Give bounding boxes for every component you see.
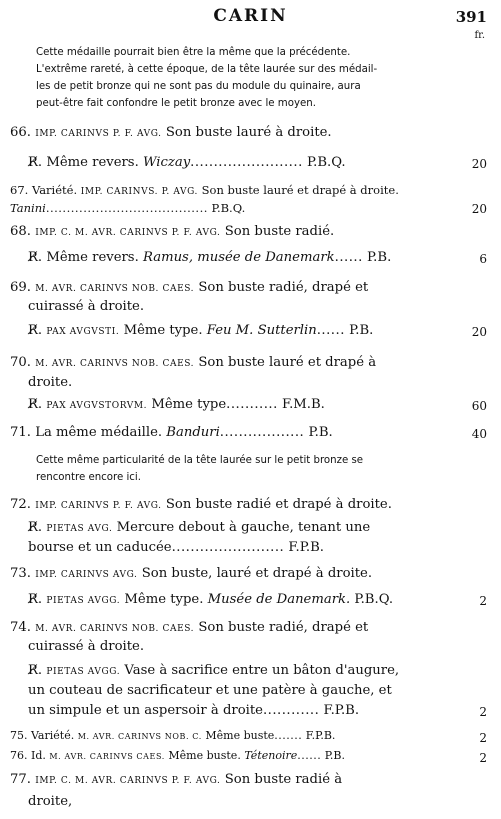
size-code: F.P.B. bbox=[288, 540, 324, 555]
editorial-note bbox=[36, 44, 456, 112]
value-unit-label: fr. bbox=[474, 30, 485, 41]
continuation: droite, bbox=[28, 794, 73, 809]
source: Feu M. Sutterlin bbox=[206, 323, 317, 338]
size-code: F.P.B. bbox=[305, 729, 336, 742]
size-code: P.B.Q. bbox=[306, 155, 346, 170]
obverse-description: Son buste radié, drapé et bbox=[198, 620, 369, 635]
obverse-legend: IMP. C. M. AVR. CARINVS P. F. AVG. bbox=[35, 776, 221, 786]
reverse-line: R̸. Même revers. Ramus, musée de Danemark...... P.B. bbox=[28, 250, 392, 265]
continuation: un couteau de sacrificateur et une patère à gauche, et bbox=[28, 683, 392, 698]
obverse-legend: IMP. CARINVS. P. AVG. bbox=[80, 187, 198, 197]
reverse-symbol: R̸. bbox=[28, 520, 43, 535]
entry-number: 71. bbox=[10, 425, 31, 440]
reverse-line: R̸. PIETAS AVGG. Même type. Musée de Danemark. P.B.Q. bbox=[28, 592, 394, 607]
continuation: cuirassé à droite. bbox=[28, 639, 145, 654]
entry-number: 73. bbox=[10, 566, 31, 581]
obverse-legend: IMP. CARINVS AVG. bbox=[35, 570, 138, 580]
source: Banduri bbox=[166, 425, 220, 440]
value: 40 bbox=[471, 427, 487, 441]
obverse-legend: IMP. C. M. AVR. CARINVS P. F. AVG. bbox=[35, 228, 221, 238]
dot-leader: ...... bbox=[297, 749, 322, 762]
entry-77 bbox=[10, 772, 342, 787]
note-line: L'extrême rareté, à cette époque, de la tête laurée sur des médail- bbox=[36, 64, 378, 75]
entry-67-source bbox=[10, 201, 245, 215]
continuation: bourse et un caducée........................ F.P.B. bbox=[28, 540, 324, 555]
obverse-legend: M. AVR. CARINVS NOB. CAES. bbox=[35, 624, 195, 634]
continuation: cuirassé à droite. bbox=[28, 299, 145, 314]
value: 2 bbox=[479, 705, 487, 719]
obverse-legend: M. AVR. CARINVS CAES. bbox=[49, 752, 165, 761]
value: 20 bbox=[471, 325, 487, 339]
value: 2 bbox=[479, 594, 487, 608]
value: 20 bbox=[471, 202, 487, 216]
reverse-symbol: R̸. bbox=[28, 155, 43, 170]
entry-75: 75. Variété. M. AVR. CARINVS NOB. C. Même buste....... F.P.B. bbox=[10, 729, 336, 742]
reverse-line: R̸. PAX AVGVSTI. Même type. Feu M. Sutterlin...... P.B. bbox=[28, 323, 374, 338]
entry-69 bbox=[10, 280, 368, 295]
entry-74 bbox=[10, 620, 368, 635]
value: 60 bbox=[471, 399, 487, 413]
obverse-description: Son buste radié à bbox=[224, 772, 343, 787]
reverse-legend: PIETAS AVGG. bbox=[46, 596, 121, 606]
size-code: P.B.Q. bbox=[354, 592, 394, 607]
reverse-symbol: R̸. bbox=[28, 592, 43, 607]
reverse-line: R̸. Même revers. Wiczay........................ P.B.Q. bbox=[28, 155, 346, 170]
dot-leader: ....................................... bbox=[45, 201, 208, 215]
continuation: un simpule et un aspersoir à droite............ F.P.B. bbox=[28, 703, 360, 718]
value: 2 bbox=[479, 731, 487, 745]
reverse-legend: PAX AVGVSTORVM. bbox=[46, 401, 148, 411]
editorial-note bbox=[36, 452, 466, 486]
entry-70 bbox=[10, 355, 376, 370]
entry-number: 69. bbox=[10, 280, 31, 295]
entry-66 bbox=[10, 125, 332, 140]
entry-67: 67. Variété. IMP. CARINVS. P. AVG. Son buste lauré et drapé à droite. bbox=[10, 183, 399, 197]
size-code: F.P.B. bbox=[323, 703, 360, 718]
dot-leader: ........................ bbox=[171, 540, 285, 555]
entry-number: 75. bbox=[10, 729, 28, 742]
obverse-description: Son buste radié. bbox=[224, 224, 335, 239]
reverse-symbol: R̸. bbox=[28, 663, 43, 678]
reverse-symbol: R̸. bbox=[28, 250, 43, 265]
size-code: P.B. bbox=[308, 425, 333, 440]
entry-number: 76. bbox=[10, 749, 28, 762]
entry-number: 72. bbox=[10, 497, 31, 512]
source: Tétenoire bbox=[244, 749, 298, 762]
entry-number: 77. bbox=[10, 772, 31, 787]
reverse-symbol: R̸. bbox=[28, 397, 43, 412]
entry-number: 74. bbox=[10, 620, 31, 635]
value: 20 bbox=[471, 157, 487, 171]
reverse-legend: PIETAS AVG. bbox=[46, 524, 113, 534]
note-line: Cette même particularité de la tête laurée sur le petit bronze se bbox=[36, 455, 364, 466]
entry-76: 76. Id. M. AVR. CARINVS CAES. Même buste. Tétenoire...... P.B. bbox=[10, 749, 345, 762]
dot-leader: ............ bbox=[262, 703, 320, 718]
reverse-line: R̸. PAX AVGVSTORVM. Même type........... F.M.B. bbox=[28, 397, 325, 412]
entry-68 bbox=[10, 224, 334, 239]
size-code: P.B. bbox=[349, 323, 374, 338]
reverse-symbol: R̸. bbox=[28, 323, 43, 338]
continuation: droite. bbox=[28, 375, 73, 390]
reverse-line: R̸. PIETAS AVG. Mercure debout à gauche, tenant une bbox=[28, 520, 371, 535]
entry-number: 68. bbox=[10, 224, 31, 239]
size-code: P.B. bbox=[324, 749, 345, 762]
size-code: F.M.B. bbox=[282, 397, 325, 412]
obverse-legend: M. AVR. CARINVS NOB. CAES. bbox=[35, 284, 195, 294]
source: Ramus, musée de Danemark bbox=[142, 250, 335, 265]
dot-leader: ........................ bbox=[190, 155, 303, 170]
obverse-legend: IMP. CARINVS P. F. AVG. bbox=[35, 129, 162, 139]
obverse-description: Son buste, lauré et drapé à droite. bbox=[141, 566, 373, 581]
size-code: P.B. bbox=[366, 250, 392, 265]
entry-73 bbox=[10, 566, 372, 581]
reverse-line: R̸. PIETAS AVGG. Vase à sacrifice entre un bâton d'augure, bbox=[28, 663, 400, 678]
entry-number: 67. bbox=[10, 183, 29, 197]
obverse-legend: M. AVR. CARINVS NOB. C. bbox=[77, 732, 202, 741]
note-line: peut-être fait confondre le petit bronze avec le moyen. bbox=[36, 98, 316, 109]
obverse-description: Son buste radié et drapé à droite. bbox=[165, 497, 392, 512]
dot-leader: ....... bbox=[274, 729, 303, 742]
page-title: CARIN bbox=[213, 6, 288, 26]
obverse-description: Son buste lauré et drapé à droite. bbox=[201, 183, 399, 197]
dot-leader: ...... bbox=[316, 323, 345, 338]
source: Musée de Danemark. bbox=[207, 592, 351, 607]
obverse-description: Son buste lauré à droite. bbox=[165, 125, 332, 140]
entry-71: 71. La même médaille. Banduri.................. P.B. bbox=[10, 425, 333, 440]
page-number: 391 bbox=[455, 8, 487, 26]
reverse-legend: PAX AVGVSTI. bbox=[46, 327, 120, 337]
dot-leader: ........... bbox=[226, 397, 278, 412]
reverse-legend: PIETAS AVGG. bbox=[46, 667, 121, 677]
dot-leader: ...... bbox=[334, 250, 363, 265]
entry-number: 66. bbox=[10, 125, 31, 140]
note-line: Cette médaille pourrait bien être la même que la précédente. bbox=[36, 47, 351, 58]
obverse-legend: IMP. CARINVS P. F. AVG. bbox=[35, 501, 162, 511]
obverse-legend: M. AVR. CARINVS NOB. CAES. bbox=[35, 359, 195, 369]
entry-number: 70. bbox=[10, 355, 31, 370]
size-code: P.B.Q. bbox=[211, 201, 246, 215]
entry-72 bbox=[10, 497, 392, 512]
obverse-description: Son buste radié, drapé et bbox=[198, 280, 369, 295]
source: Tanini bbox=[10, 201, 46, 215]
obverse-description: Son buste lauré et drapé à bbox=[198, 355, 377, 370]
note-line: rencontre encore ici. bbox=[36, 472, 141, 483]
source: Wiczay bbox=[142, 155, 191, 170]
note-line: les de petit bronze qui ne sont pas du module du quinaire, aura bbox=[36, 81, 361, 92]
value: 6 bbox=[479, 252, 487, 266]
value: 2 bbox=[479, 751, 487, 765]
dot-leader: .................. bbox=[219, 425, 305, 440]
